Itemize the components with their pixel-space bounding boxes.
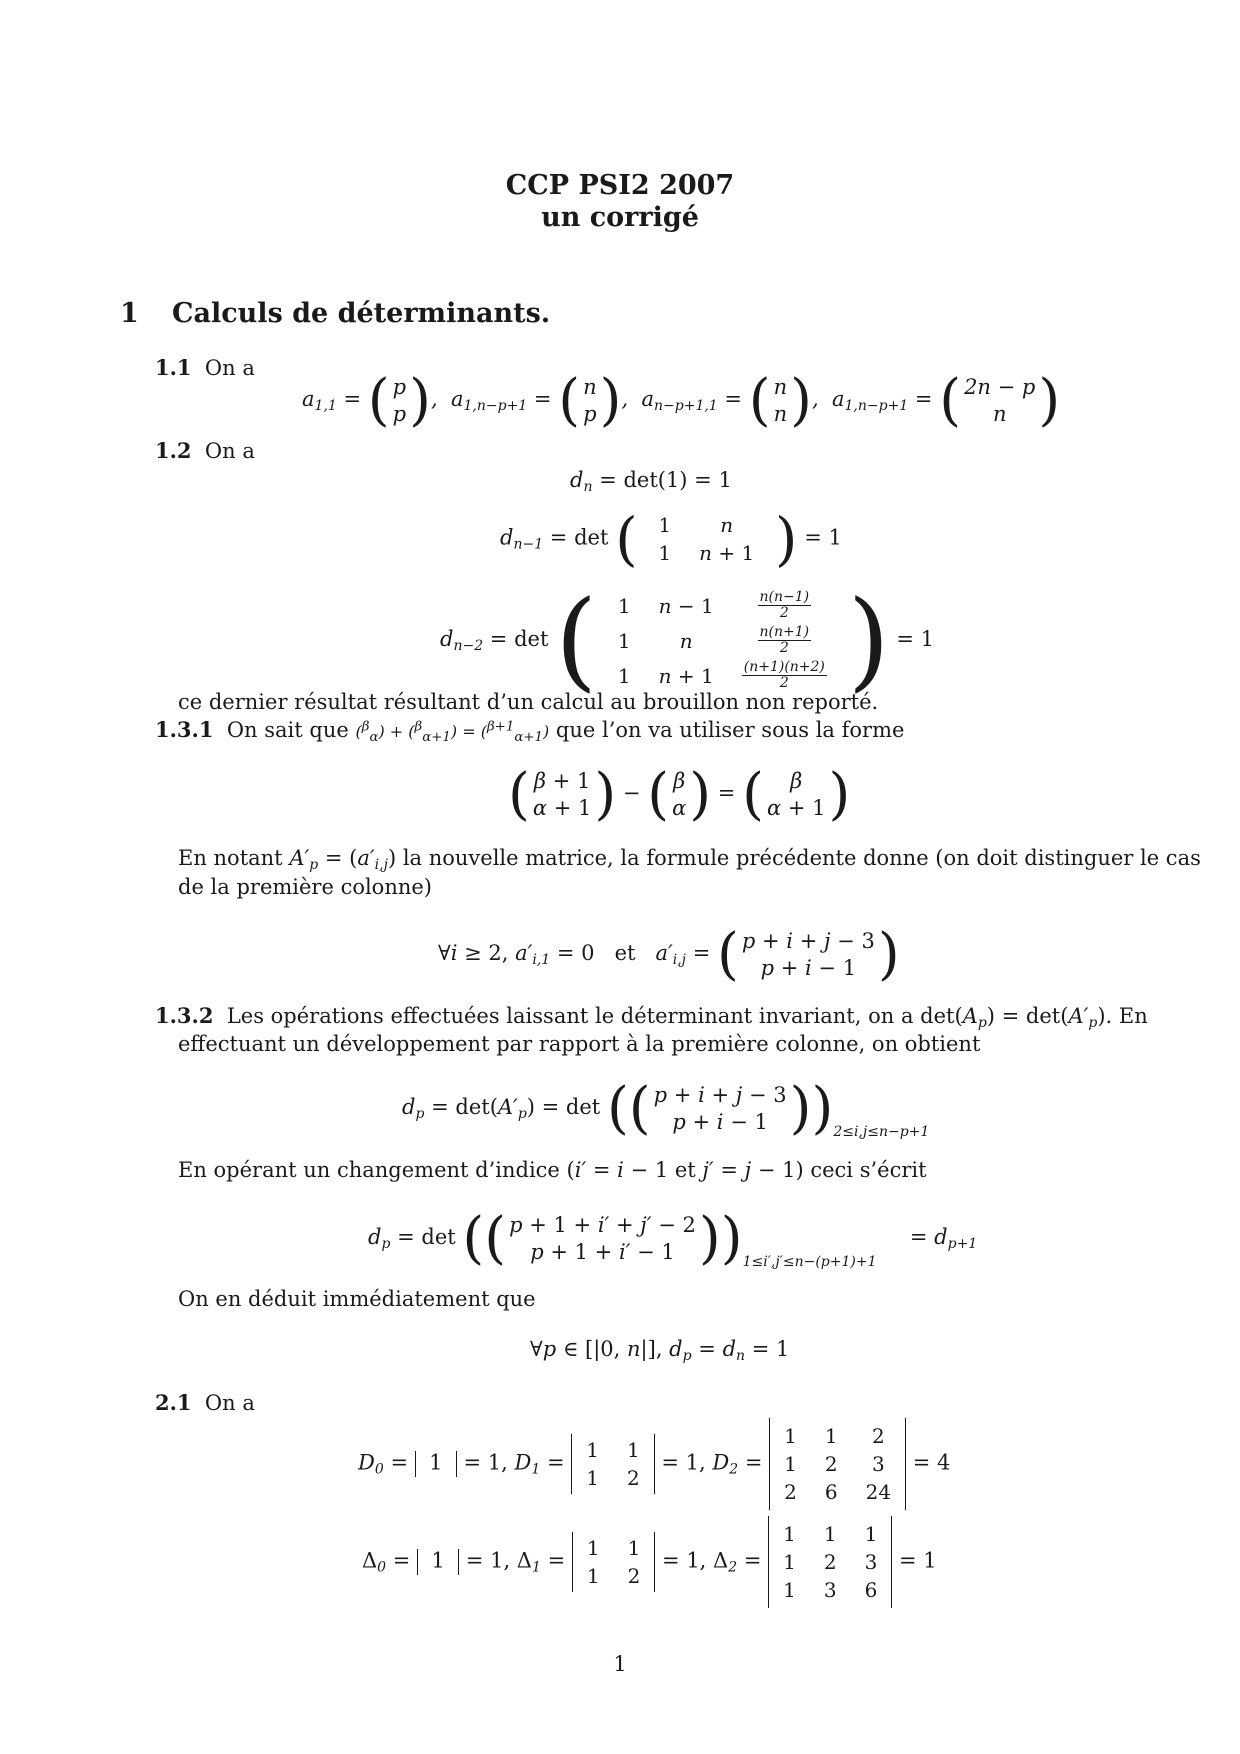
note-1-2: ce dernier résultat résultant d’un calcul au brouillon non reporté. bbox=[178, 690, 879, 714]
question-text-c: ). En bbox=[1097, 1004, 1148, 1028]
paragraph-1-3-2b: En opérant un changement d’indice (i′ = i − 1 et j′ = j − 1) ceci s’écrit bbox=[178, 1158, 927, 1182]
section-title: Calculs de déterminants. bbox=[172, 298, 551, 329]
equation-dn-1: $d_{n-1} = \det$ ( 1 n 1 n + 1 ) = 1 bbox=[500, 505, 842, 573]
equation-pascal: ( β + 1 α + 1 ) − ( β α ) = ( β α + 1 ) bbox=[508, 762, 851, 827]
question-text: Les opérations effectuées laissant le déterminant invariant, on a det( bbox=[226, 1004, 963, 1028]
document-title: CCP PSI2 2007 bbox=[505, 170, 735, 201]
question-2-1 bbox=[155, 1390, 255, 1415]
document-subtitle: un corrigé bbox=[541, 202, 699, 233]
question-label: 2.1 bbox=[155, 1390, 192, 1415]
question-text-after: que l’on va utiliser sous la forme bbox=[555, 718, 905, 742]
section-heading bbox=[120, 298, 550, 329]
para-text-b: ceci s’écrit bbox=[810, 1158, 927, 1182]
question-text: On sait que bbox=[226, 718, 349, 742]
equation-a-prime: ∀i ≥ 2, $a'_{i,1} = 0$ et $a'_{i,j}$ = ( p + i + j − 3 p + i − 1 ) bbox=[438, 922, 900, 987]
equation-conclusion: ∀p ∈ [|0, n|], $d_p = d_n = 1$ bbox=[530, 1337, 790, 1364]
paragraph-1-3-1a: En notant $A'_p = (a'_{i,j})$ la nouvelle matrice, la formule précédente donne (on doit distinguer le cas bbox=[178, 846, 1201, 873]
para-text: la nouvelle matrice, la formule précédente donne (on doit distinguer le cas bbox=[402, 846, 1201, 870]
section-number: 1 bbox=[120, 298, 139, 329]
equation-dn: $d_n = \det(1) = 1$ bbox=[570, 468, 732, 495]
paragraph-1-3-1b: de la première colonne) bbox=[178, 875, 432, 899]
question-1-3-1: 1.3.1 On sait que ($^\beta_\alpha$) + ($^\beta_{\alpha+1}$) = ($^{\beta+1}_{\alpha+1}$) que l’on va utiliser sous la forme bbox=[155, 717, 905, 746]
question-text: On a bbox=[204, 439, 255, 463]
para-text: En opérant un changement d’indice ( bbox=[178, 1158, 575, 1182]
question-label: 1.3.2 bbox=[155, 1003, 214, 1028]
question-text-b: ) = det( bbox=[986, 1004, 1069, 1028]
question-1-2 bbox=[155, 438, 255, 463]
question-label: 1.2 bbox=[155, 438, 192, 463]
question-label: 1.1 bbox=[155, 355, 192, 380]
equation-Delta: $\Delta_0 = 1 = 1$, $\Delta_1 = 1$ 1 1 2 = 1, $\Delta_2 = 1$ 1 1 1 2 3 1 3 6 = 1 bbox=[362, 1516, 937, 1608]
equation-dn-2: $d_{n-2} = \det$ ( 1 n − 1 $\frac{n(n-1)}{2}$ 1 n $\frac{n(n+1)}{2}$ 1 n + 1 $\frac{(n+1)(n+2)}{2}$ ) = 1 bbox=[440, 578, 935, 703]
equation-D: $D_0 = 1 = 1$, $D_1 = 1$ 1 1 2 = 1, $D_2 = 1$ 1 2 1 2 3 2 6 24 = 4 bbox=[358, 1418, 950, 1510]
question-text: On a bbox=[204, 356, 255, 380]
equation-dp-shift: $d_p = \det$ ( ( p + 1 + i′ + j′ − 2 p + 1 + i′ − 1 ) )$_{1\le i',j'\le n-(p+1)+1}$ = $d_{p+1}$ bbox=[368, 1206, 978, 1271]
question-text: On a bbox=[204, 1391, 255, 1415]
page-number: 1 bbox=[613, 1652, 627, 1676]
question-1-3-2: 1.3.2 Les opérations effectuées laissant le déterminant invariant, on a $\det(A_p) = \det(A'_p)$. En bbox=[155, 1003, 1148, 1031]
para-start: En notant bbox=[178, 846, 283, 870]
paragraph-1-3-2c: On en déduit immédiatement que bbox=[178, 1287, 536, 1311]
equation-dp-det: $d_p = \det(A'_p) = \det$ ( ( p + i + j − 3 p + i − 1 ) )$_{2\le i,j\le n-p+1}$ bbox=[402, 1076, 930, 1141]
question-1-1 bbox=[155, 355, 255, 380]
question-label: 1.3.1 bbox=[155, 717, 214, 742]
equation-1-1: $a_{1,1}$ = ( p p ) , $a_{1,n-p+1}$ = ( n p ) , $a_{n-p+1,1}$ = ( n n ) , $a_{1,n-p+1}$ = ( 2n − p n ) bbox=[302, 368, 1061, 433]
paragraph-1-3-2a: effectuant un développement par rapport à la première colonne, on obtient bbox=[178, 1032, 981, 1056]
